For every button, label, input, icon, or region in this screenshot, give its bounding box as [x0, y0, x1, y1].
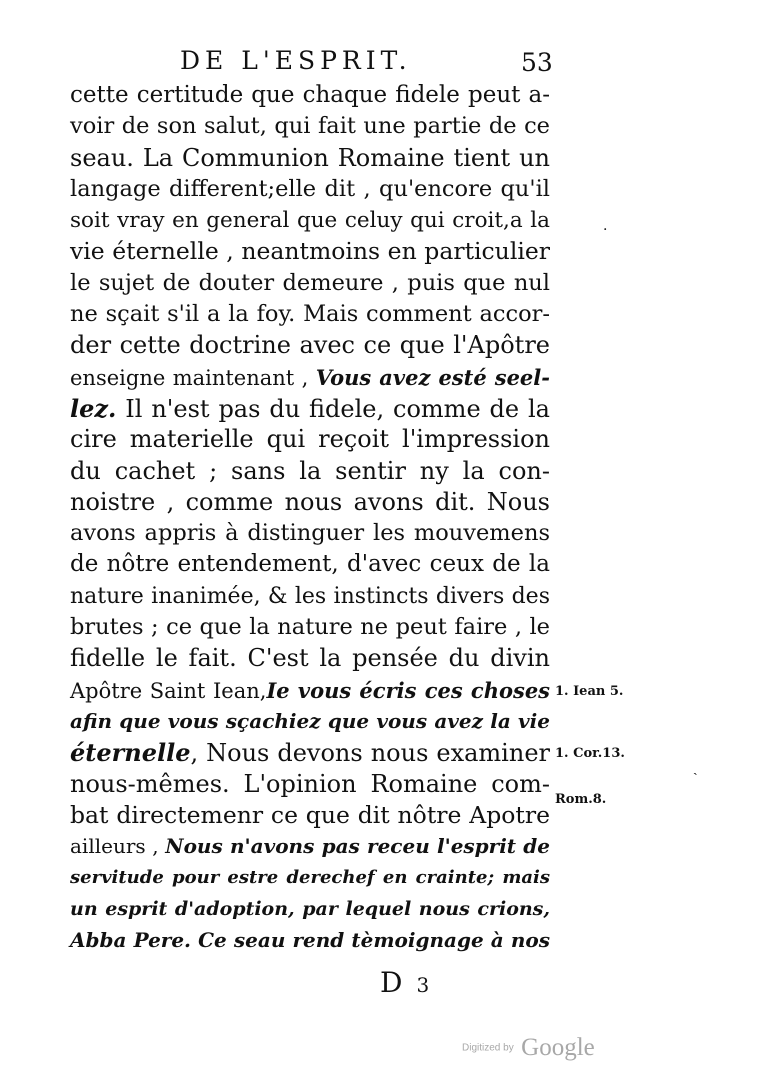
roman-text: langage different;elle dit , qu'encore qu'il: [70, 175, 550, 202]
margin-reference: Rom.8.: [555, 791, 607, 807]
italic-text: éternelle: [70, 738, 191, 768]
text-line: [70, 362, 550, 393]
text-line: [70, 675, 550, 706]
text-line: [70, 236, 550, 267]
italic-text: Nous n'avons pas receu l'esprit de: [165, 834, 550, 859]
italic-text: Vous avez esté seel-: [315, 364, 550, 390]
signature-number: 3: [416, 973, 430, 997]
text-line: [70, 612, 550, 643]
google-logo: Google: [521, 1034, 595, 1061]
italic-text: un esprit d'adoption, par lequel nous crions,: [70, 897, 550, 920]
text-line: [70, 862, 550, 893]
text-line: [70, 487, 550, 518]
signature-letter: D: [380, 966, 403, 999]
italic-text: Ie vous écris ces choses: [266, 677, 550, 703]
digitized-prefix: Digitized by: [462, 1042, 514, 1054]
stray-mark: ·: [603, 222, 608, 238]
text-line: [70, 518, 550, 549]
text-line: [70, 393, 550, 424]
text-line: [70, 80, 550, 111]
roman-text: vie éternelle , neantmoins en particulier: [70, 237, 550, 266]
text-line: [70, 769, 550, 800]
text-line: [70, 581, 550, 612]
roman-text: , Nous devons nous examiner: [190, 739, 550, 768]
text-line: [70, 706, 550, 737]
roman-text: fidelle le fait. C'est la pensée du divin: [70, 644, 550, 673]
text-line: [70, 268, 550, 299]
digitized-by-watermark: [462, 1034, 595, 1062]
margin-reference: 1. Iean 5.: [555, 683, 624, 699]
text-line: [70, 737, 550, 768]
stray-mark: ˎ: [693, 760, 698, 776]
signature-mark: [380, 966, 429, 999]
italic-text: Abba Pere. Ce seau rend tèmoignage à nos: [70, 928, 550, 953]
text-line: [70, 643, 550, 674]
roman-text: nature inanimée, & les instincts divers des: [70, 583, 550, 609]
text-line: [70, 111, 550, 142]
text-line: [70, 299, 550, 330]
text-line: [70, 174, 550, 205]
roman-text: brutes ; ce que la nature ne peut faire , le: [70, 614, 550, 641]
roman-text: de nôtre entendement, d'avec ceux de la: [70, 551, 550, 578]
italic-text: servitude pour estre derechef en crainte; mais: [70, 867, 550, 889]
text-line: [70, 831, 550, 862]
text-line: [70, 205, 550, 236]
text-line: [70, 330, 550, 361]
roman-text: noistre , comme nous avons dit. Nous: [70, 487, 550, 516]
roman-text: Il n'est pas du fidele, comme de la: [116, 394, 550, 423]
text-line: [70, 894, 550, 925]
roman-text: du cachet ; sans la sentir ny la con-: [70, 456, 550, 485]
roman-text: avons appris à distinguer les mouvemens: [70, 520, 550, 547]
italic-text: afin que vous sçachiez que vous avez la vie: [70, 708, 550, 733]
page-number: 53: [521, 48, 553, 77]
roman-text: Apôtre Saint Iean,: [70, 678, 267, 703]
roman-text: voir de son salut, qui fait une partie de ce: [70, 113, 550, 140]
roman-text: ne sçait s'il a la foy. Mais comment accor-: [70, 301, 550, 328]
text-line: [70, 424, 550, 455]
roman-text: nous-mêmes. L'opinion Romaine com-: [70, 769, 550, 798]
roman-text: ailleurs ,: [70, 834, 166, 859]
roman-text: le sujet de douter demeure , puis que nul: [70, 269, 550, 296]
running-head: DE L'ESPRIT.: [180, 46, 412, 75]
roman-text: cette certitude que chaque fidele peut a-: [70, 82, 550, 108]
margin-reference: 1. Cor.13.: [555, 746, 625, 762]
text-line: [70, 143, 550, 174]
text-line: [70, 456, 550, 487]
roman-text: der cette doctrine avec ce que l'Apôtre: [70, 331, 550, 360]
roman-text: soit vray en general que celuy qui croit,a la: [70, 208, 550, 234]
roman-text: enseigne maintenant ,: [70, 365, 316, 390]
text-line: [70, 800, 550, 831]
roman-text: bat directemenr ce que dit nôtre Apotre: [70, 800, 550, 829]
roman-text: seau. La Communion Romaine tient un: [70, 143, 550, 172]
body-text: [70, 80, 550, 956]
roman-text: cire materielle qui reçoit l'impression: [70, 425, 550, 454]
text-line: [70, 549, 550, 580]
italic-text: lez.: [70, 393, 117, 423]
text-line: [70, 925, 550, 956]
